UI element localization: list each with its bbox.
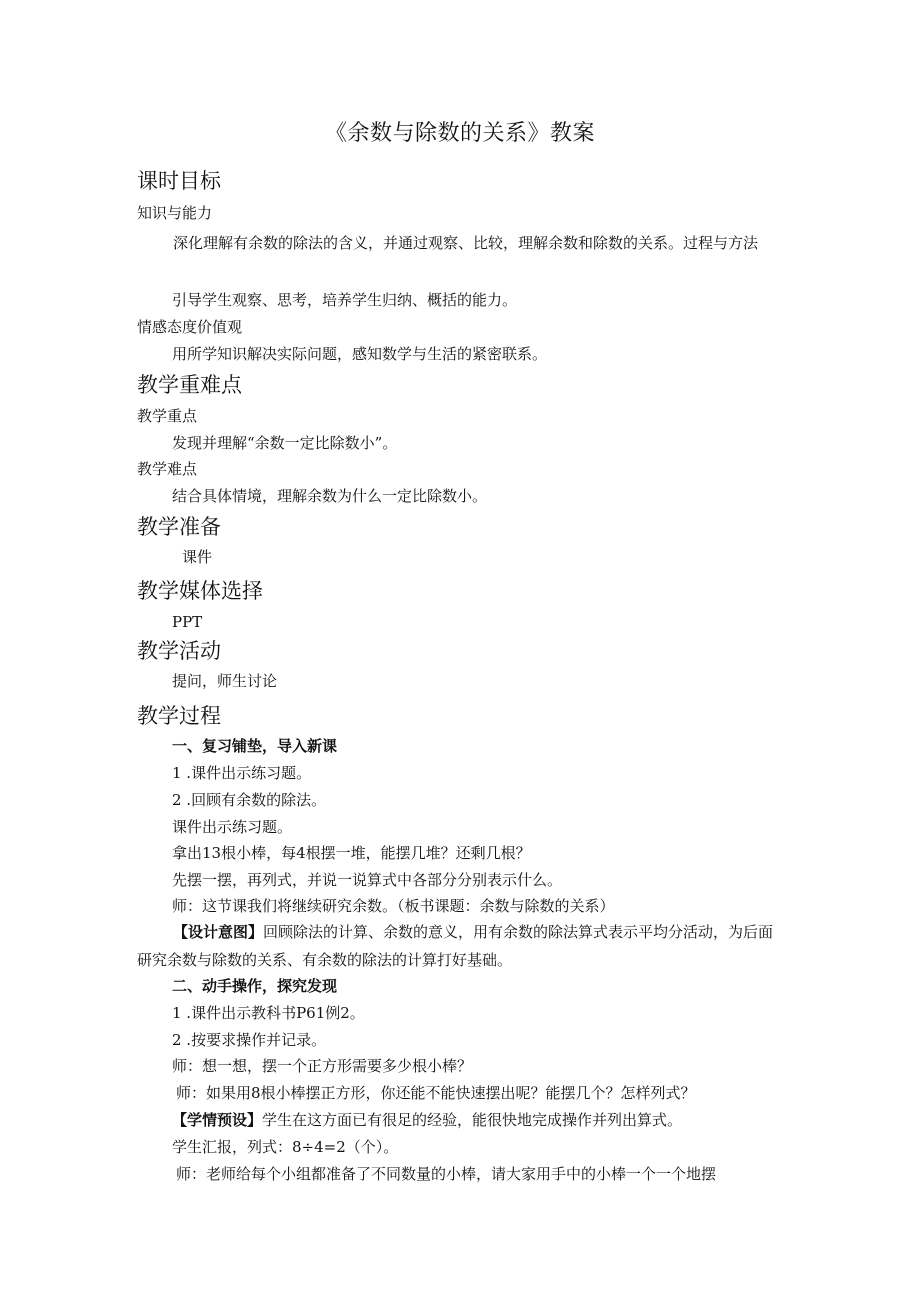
learning-preset-text: 学生在这方面已有很足的经验，能很快地完成操作并列出算式。	[262, 1111, 683, 1129]
process-part-one-heading: 一、复习铺垫，导入新课	[172, 737, 338, 755]
process-line: 师：这节课我们将继续研究余数。（板书课题：余数与除数的关系）	[172, 897, 615, 915]
section-heading-preparation: 教学准备	[137, 515, 221, 539]
process-line: 1 .课件出示教科书P61例2。	[172, 1004, 365, 1022]
process-line: 先摆一摆，再列式，并说一说算式中各部分分别表示什么。	[172, 871, 563, 889]
document-title: 《余数与除数的关系》教案	[324, 121, 595, 146]
process-line: 课件出示练习题。	[172, 818, 293, 836]
section-heading-objectives: 课时目标	[137, 169, 221, 193]
process-line: 师：如果用8根小棒摆正方形，你还能不能快速摆出呢？能摆几个？怎样列式？	[176, 1084, 696, 1102]
section-heading-process: 教学过程	[137, 704, 221, 728]
process-line: 学生汇报，列式：8÷4=2（个）。	[172, 1138, 399, 1156]
paragraph-preparation: 课件	[182, 548, 213, 566]
process-line: 师：想一想，摆一个正方形需要多少根小棒？	[172, 1057, 473, 1075]
subheading-difficulty: 教学难点	[137, 460, 198, 478]
section-heading-key-points: 教学重难点	[137, 373, 242, 397]
paragraph-activities: 提问，师生讨论	[172, 672, 278, 690]
learning-preset-paragraph	[172, 1109, 682, 1131]
subheading-knowledge: 知识与能力	[137, 204, 213, 222]
process-part-two-heading: 二、动手操作，探究发现	[172, 977, 338, 995]
paragraph-difficulty: 结合具体情境，理解余数为什么一定比除数小。	[172, 487, 488, 505]
paragraph-media: PPT	[172, 613, 203, 631]
learning-preset-label: 【学情预设】	[172, 1111, 263, 1129]
section-heading-media: 教学媒体选择	[137, 579, 263, 603]
process-line: 2 .回顾有余数的除法。	[172, 791, 327, 809]
process-line: 拿出13根小棒，每4根摆一堆，能摆几堆？还剩几根？	[172, 844, 531, 862]
subheading-values: 情感态度价值观	[137, 318, 243, 336]
section-heading-activities: 教学活动	[137, 639, 221, 663]
paragraph-objective-knowledge: 深化理解有余数的除法的含义，并通过观察、比较，理解余数和除数的关系。过程与方法	[173, 234, 759, 252]
design-intent-label: 【设计意图】	[173, 923, 264, 941]
paragraph-objective-method: 引导学生观察、思考，培养学生归纳、概括的能力。	[172, 291, 518, 309]
subheading-key-point: 教学重点	[137, 407, 198, 425]
paragraph-key-point: 发现并理解“余数一定比除数小”。	[172, 434, 398, 452]
process-line: 师：老师给每个小组都准备了不同数量的小棒，请大家用手中的小棒一个一个地摆	[176, 1165, 717, 1183]
process-line: 2 .按要求操作并记录。	[172, 1031, 327, 1049]
design-intent-text: 回顾除法的计算、余数的意义，用有余数的除法算式表示平均分活动，为后面研究余数与除数的关系、有余数的除法的计算打好基础。	[137, 923, 774, 969]
paragraph-objective-values: 用所学知识解决实际问题，感知数学与生活的紧密联系。	[172, 345, 548, 363]
process-line: 1 .课件出示练习题。	[172, 764, 312, 782]
design-intent-paragraph	[137, 918, 787, 974]
